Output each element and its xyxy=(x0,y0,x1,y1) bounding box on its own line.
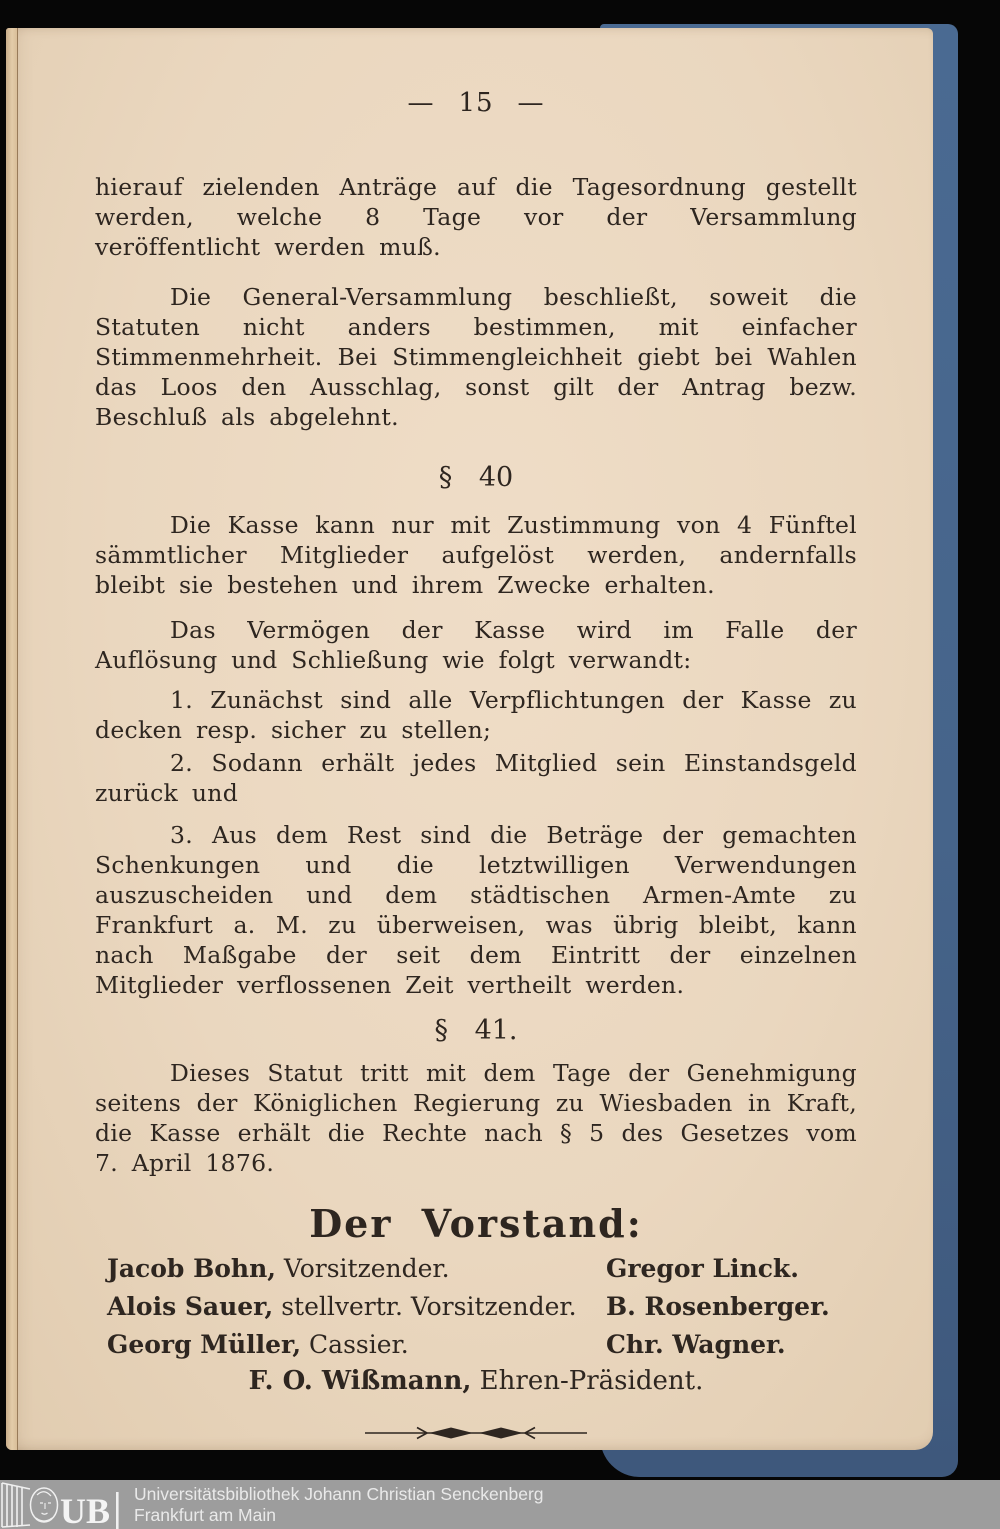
library-footer-bar xyxy=(0,1480,1000,1529)
page-number-value: 15 xyxy=(458,88,494,118)
divider-ornament-icon xyxy=(363,1424,589,1442)
library-name-line1: Universitätsbibliothek Johann Christian Senckenberg xyxy=(134,1483,544,1504)
vorstand-left-entry xyxy=(95,1326,606,1364)
book-page xyxy=(6,28,933,1450)
vorstand-row xyxy=(95,1288,857,1326)
vorstand-right-entry: Gregor Linck. xyxy=(606,1254,799,1283)
page-number-dash-left: — xyxy=(407,88,435,118)
section-40-item-3: 3. Aus dem Rest sind die Beträge der gemachten Schenkungen und die letztwilligen Verwendungen auszuscheiden und dem städtischen Armen-Amte zu Frankfurt a. M. zu überweisen, was übrig bleibt, kann nach Maßgabe der seit dem Eintritt der einzelnen Mitglieder verflossenen Zeit vertheilt werden. xyxy=(95,821,857,999)
vorstand-left-entry xyxy=(95,1250,606,1288)
page-stack-edge xyxy=(6,28,18,1450)
section-40-paragraph-2: Das Vermögen der Kasse wird im Falle der Auflösung und Schließung wie folgt verwandt: xyxy=(95,616,857,674)
member-name: Alois Sauer, xyxy=(107,1292,274,1321)
member-role: Cassier. xyxy=(301,1330,409,1359)
vorstand-left-entry xyxy=(95,1288,606,1326)
vorstand-right-entry: B. Rosenberger. xyxy=(606,1292,830,1321)
section-40-item-2: 2. Sodann erhält jedes Mitglied sein Einstandsgeld zurück und xyxy=(95,749,857,807)
member-name: Georg Müller, xyxy=(107,1330,302,1359)
divider-ornament xyxy=(95,1424,857,1446)
page-number-dash-right: — xyxy=(517,88,545,118)
paragraph-intro: hierauf zielenden Anträge auf die Tagesordnung gestellt werden, welche 8 Tage vor der Versammlung veröffentlicht werden muß. xyxy=(95,173,857,261)
member-name: F. O. Wißmann, xyxy=(248,1366,472,1396)
logo-divider-bar xyxy=(116,1492,119,1529)
section-40-paragraph-1: Die Kasse kann nur mit Zustimmung von 4 Fünftel sämmtlicher Mitglieder aufgelöst werden, andernfalls bleibt sie bestehen und ihrem Zwecke erhalten. xyxy=(95,511,857,599)
ub-library-logo xyxy=(0,1480,122,1529)
member-role: stellvertr. Vorsitzender. xyxy=(273,1292,577,1321)
library-name-line2: Frankfurt am Main xyxy=(134,1504,276,1525)
member-role: Vorsitzender. xyxy=(275,1254,450,1283)
honorary-president-line xyxy=(95,1364,857,1398)
vorstand-heading: Der Vorstand: xyxy=(309,1201,643,1246)
page-number xyxy=(95,86,857,120)
vorstand-row xyxy=(95,1250,857,1288)
book-fan-icon xyxy=(2,1483,30,1527)
vorstand-row xyxy=(95,1326,857,1364)
section-41-heading: § 41. xyxy=(434,1015,518,1046)
section-41-paragraph: Dieses Statut tritt mit dem Tage der Genehmigung seitens der Königlichen Regierung zu Wiesbaden in Kraft, die Kasse erhält die Rechte nach § 5 des Gesetzes vom 7. April 1876. xyxy=(95,1059,857,1177)
ub-logo-text: UB xyxy=(60,1491,111,1529)
member-name: Jacob Bohn, xyxy=(107,1254,276,1283)
section-40-item-1: 1. Zunächst sind alle Verpflichtungen der Kasse zu decken resp. sicher zu stellen; xyxy=(95,686,857,744)
vorstand-right-entry: Chr. Wagner. xyxy=(606,1330,786,1359)
member-role: Ehren-Präsident. xyxy=(471,1366,704,1396)
page-content xyxy=(95,28,857,1446)
portrait-icon xyxy=(31,1488,58,1522)
section-40-heading: § 40 xyxy=(438,462,514,493)
vorstand-list xyxy=(95,1250,857,1364)
paragraph-general-versammlung: Die General-Versammlung beschließt, soweit die Statuten nicht anders bestimmen, mit einfacher Stimmenmehrheit. Bei Stimmengleichheit giebt bei Wahlen das Loos den Ausschlag, sonst gilt der Antrag bezw. Beschluß als abgelehnt. xyxy=(95,283,857,431)
library-name xyxy=(134,1484,544,1526)
